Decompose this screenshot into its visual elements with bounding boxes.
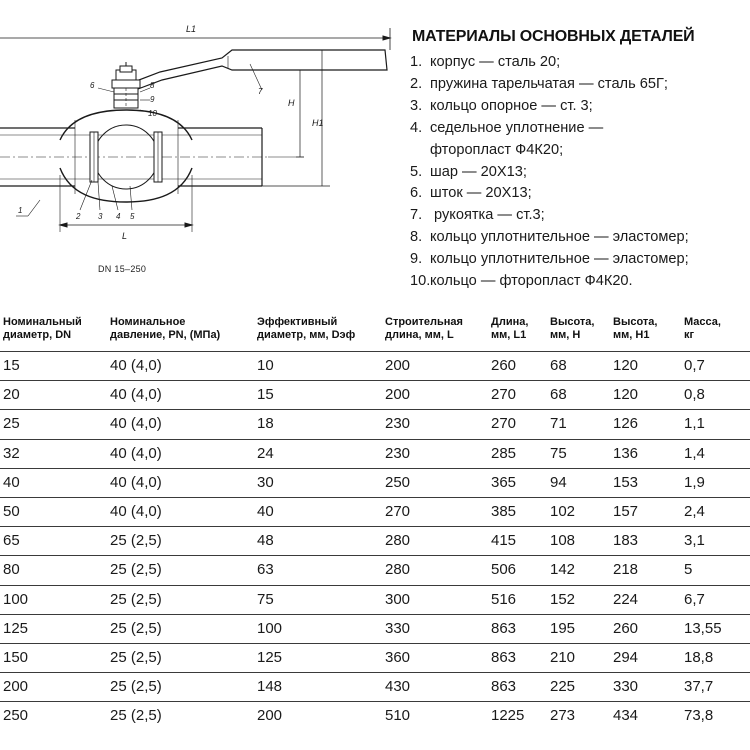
table-cell: 153	[610, 468, 681, 497]
material-item: 10.кольцо — фторопласт Ф4К20.	[410, 273, 633, 290]
table-cell: 200	[382, 352, 488, 381]
material-item: 1. корпус — сталь 20;	[410, 54, 561, 70]
table-cell: 270	[488, 381, 547, 410]
table-cell: 80	[0, 556, 107, 585]
dim-l: L	[122, 231, 128, 241]
material-item: 7. рукоятка — ст.3;	[410, 207, 545, 224]
table-cell: 230	[382, 439, 488, 468]
table-cell: 300	[382, 585, 488, 614]
table-cell: 863	[488, 644, 547, 673]
table-cell: 13,55	[681, 614, 750, 643]
table-cell: 210	[547, 644, 610, 673]
table-cell: 37,7	[681, 673, 750, 702]
table-row	[0, 527, 750, 556]
table-row	[0, 644, 750, 673]
table-cell: 1,4	[681, 439, 750, 468]
table-cell: 270	[488, 410, 547, 439]
table-cell: 3,1	[681, 527, 750, 556]
dim-h1: H1	[312, 118, 324, 128]
table-row	[0, 702, 750, 731]
callout-5: 5	[130, 212, 135, 221]
specs-table	[0, 313, 750, 731]
callout-8: 8	[150, 81, 155, 90]
callout-3: 3	[98, 212, 103, 221]
table-cell: 126	[610, 410, 681, 439]
table-cell: 20	[0, 381, 107, 410]
table-cell: 157	[610, 498, 681, 527]
header-l1: Длина, мм, L1	[491, 316, 529, 341]
table-cell: 68	[547, 352, 610, 381]
table-cell: 65	[0, 527, 107, 556]
callout-9: 9	[150, 95, 155, 104]
table-cell: 15	[254, 381, 382, 410]
table-row	[0, 381, 750, 410]
table-cell: 280	[382, 556, 488, 585]
callout-4: 4	[116, 212, 121, 221]
table-cell: 40 (4,0)	[107, 498, 254, 527]
table-cell: 120	[610, 381, 681, 410]
table-cell: 225	[547, 673, 610, 702]
table-cell: 25 (2,5)	[107, 556, 254, 585]
table-row	[0, 498, 750, 527]
table-cell: 1225	[488, 702, 547, 731]
table-cell: 285	[488, 439, 547, 468]
table-cell: 6,7	[681, 585, 750, 614]
table-cell: 108	[547, 527, 610, 556]
table-cell: 260	[488, 352, 547, 381]
header-l: Строительная длина, мм, L	[385, 316, 463, 341]
table-cell: 183	[610, 527, 681, 556]
table-cell: 40 (4,0)	[107, 468, 254, 497]
table-cell: 273	[547, 702, 610, 731]
table-cell: 50	[0, 498, 107, 527]
table-cell: 385	[488, 498, 547, 527]
table-cell: 24	[254, 439, 382, 468]
header-h: Высота, мм, H	[550, 316, 595, 341]
table-cell: 68	[547, 381, 610, 410]
table-cell: 100	[254, 614, 382, 643]
table-cell: 71	[547, 410, 610, 439]
table-cell: 200	[0, 673, 107, 702]
table-cell: 25 (2,5)	[107, 702, 254, 731]
table-row	[0, 585, 750, 614]
table-cell: 510	[382, 702, 488, 731]
table-cell: 125	[0, 614, 107, 643]
table-row	[0, 556, 750, 585]
table-cell: 0,7	[681, 352, 750, 381]
table-cell: 863	[488, 614, 547, 643]
header-dn: Номинальный диаметр, DN	[3, 316, 82, 341]
table-row	[0, 410, 750, 439]
table-cell: 148	[254, 673, 382, 702]
table-cell: 48	[254, 527, 382, 556]
table-header-row	[0, 313, 750, 352]
table-cell: 0,8	[681, 381, 750, 410]
callout-2: 2	[76, 212, 81, 221]
table-cell: 360	[382, 644, 488, 673]
material-item: 6. шток — 20Х13;	[410, 185, 532, 202]
table-body	[0, 352, 750, 731]
table-cell: 102	[547, 498, 610, 527]
table-cell: 73,8	[681, 702, 750, 731]
table-cell: 40 (4,0)	[107, 352, 254, 381]
table-cell: 152	[547, 585, 610, 614]
header-pn: Номинальное давление, PN, (МПа)	[110, 316, 221, 341]
table-cell: 25 (2,5)	[107, 527, 254, 556]
table-cell: 434	[610, 702, 681, 731]
table-cell: 18,8	[681, 644, 750, 673]
table-cell: 270	[382, 498, 488, 527]
material-item: 4. седельное уплотнение — фторопласт Ф4К20;	[410, 119, 604, 158]
material-item: 2. пружина тарельчатая — сталь 65Г;	[410, 75, 668, 92]
table-cell: 40	[254, 498, 382, 527]
table-cell: 25 (2,5)	[107, 673, 254, 702]
material-item: 8. кольцо уплотнительное — эластомер;	[410, 229, 689, 246]
table-row	[0, 673, 750, 702]
valve-drawing	[0, 0, 405, 290]
table-cell: 32	[0, 439, 107, 468]
table-cell: 10	[254, 352, 382, 381]
table-cell: 5	[681, 556, 750, 585]
table-cell: 40	[0, 468, 107, 497]
table-cell: 125	[254, 644, 382, 673]
table-cell: 25 (2,5)	[107, 614, 254, 643]
table-cell: 120	[610, 352, 681, 381]
table-row	[0, 352, 750, 381]
table-cell: 294	[610, 644, 681, 673]
table-cell: 863	[488, 673, 547, 702]
table-cell: 75	[547, 439, 610, 468]
table-cell: 94	[547, 468, 610, 497]
callout-6: 6	[90, 81, 95, 90]
table-cell: 365	[488, 468, 547, 497]
table-cell: 224	[610, 585, 681, 614]
material-item: 5. шар — 20Х13;	[410, 163, 527, 180]
table-cell: 1,1	[681, 410, 750, 439]
table-cell: 100	[0, 585, 107, 614]
table-row	[0, 614, 750, 643]
table-cell: 200	[254, 702, 382, 731]
table-row	[0, 468, 750, 497]
table-cell: 150	[0, 644, 107, 673]
table-cell: 260	[610, 614, 681, 643]
callout-10: 10	[148, 109, 157, 118]
callout-7: 7	[258, 87, 263, 96]
table-cell: 2,4	[681, 498, 750, 527]
material-item: 3. кольцо опорное — ст. 3;	[410, 97, 593, 114]
header-h1: Высота, мм, H1	[613, 316, 658, 341]
table-cell: 415	[488, 527, 547, 556]
table-cell: 30	[254, 468, 382, 497]
table-cell: 15	[0, 352, 107, 381]
table-cell: 230	[382, 410, 488, 439]
table-cell: 136	[610, 439, 681, 468]
table-cell: 516	[488, 585, 547, 614]
callout-1: 1	[18, 206, 23, 215]
table-cell: 40 (4,0)	[107, 381, 254, 410]
table-cell: 142	[547, 556, 610, 585]
table-cell: 18	[254, 410, 382, 439]
table-cell: 330	[610, 673, 681, 702]
dim-l1: L1	[186, 24, 197, 34]
table-cell: 63	[254, 556, 382, 585]
table-cell: 250	[0, 702, 107, 731]
table-cell: 25 (2,5)	[107, 644, 254, 673]
table-cell: 280	[382, 527, 488, 556]
materials-list	[410, 52, 750, 293]
table-cell: 75	[254, 585, 382, 614]
table-cell: 506	[488, 556, 547, 585]
dim-h: H	[288, 98, 295, 108]
table-cell: 218	[610, 556, 681, 585]
table-cell: 330	[382, 614, 488, 643]
materials-section	[410, 28, 750, 293]
header-deff: Эффективный диаметр, мм, Dэф	[257, 316, 356, 341]
table-cell: 40 (4,0)	[107, 439, 254, 468]
materials-title: МАТЕРИАЛЫ ОСНОВНЫХ ДЕТАЛЕЙ	[412, 28, 695, 45]
table-cell: 25	[0, 410, 107, 439]
table-cell: 430	[382, 673, 488, 702]
table-cell: 250	[382, 468, 488, 497]
table-cell: 1,9	[681, 468, 750, 497]
header-mass: Масса, кг	[684, 316, 721, 341]
table-cell: 25 (2,5)	[107, 585, 254, 614]
table-cell: 195	[547, 614, 610, 643]
table-cell: 40 (4,0)	[107, 410, 254, 439]
table-cell: 200	[382, 381, 488, 410]
material-item: 9. кольцо уплотнительное — эластомер;	[410, 251, 689, 268]
drawing-caption: DN 15–250	[98, 264, 147, 274]
table-row	[0, 439, 750, 468]
